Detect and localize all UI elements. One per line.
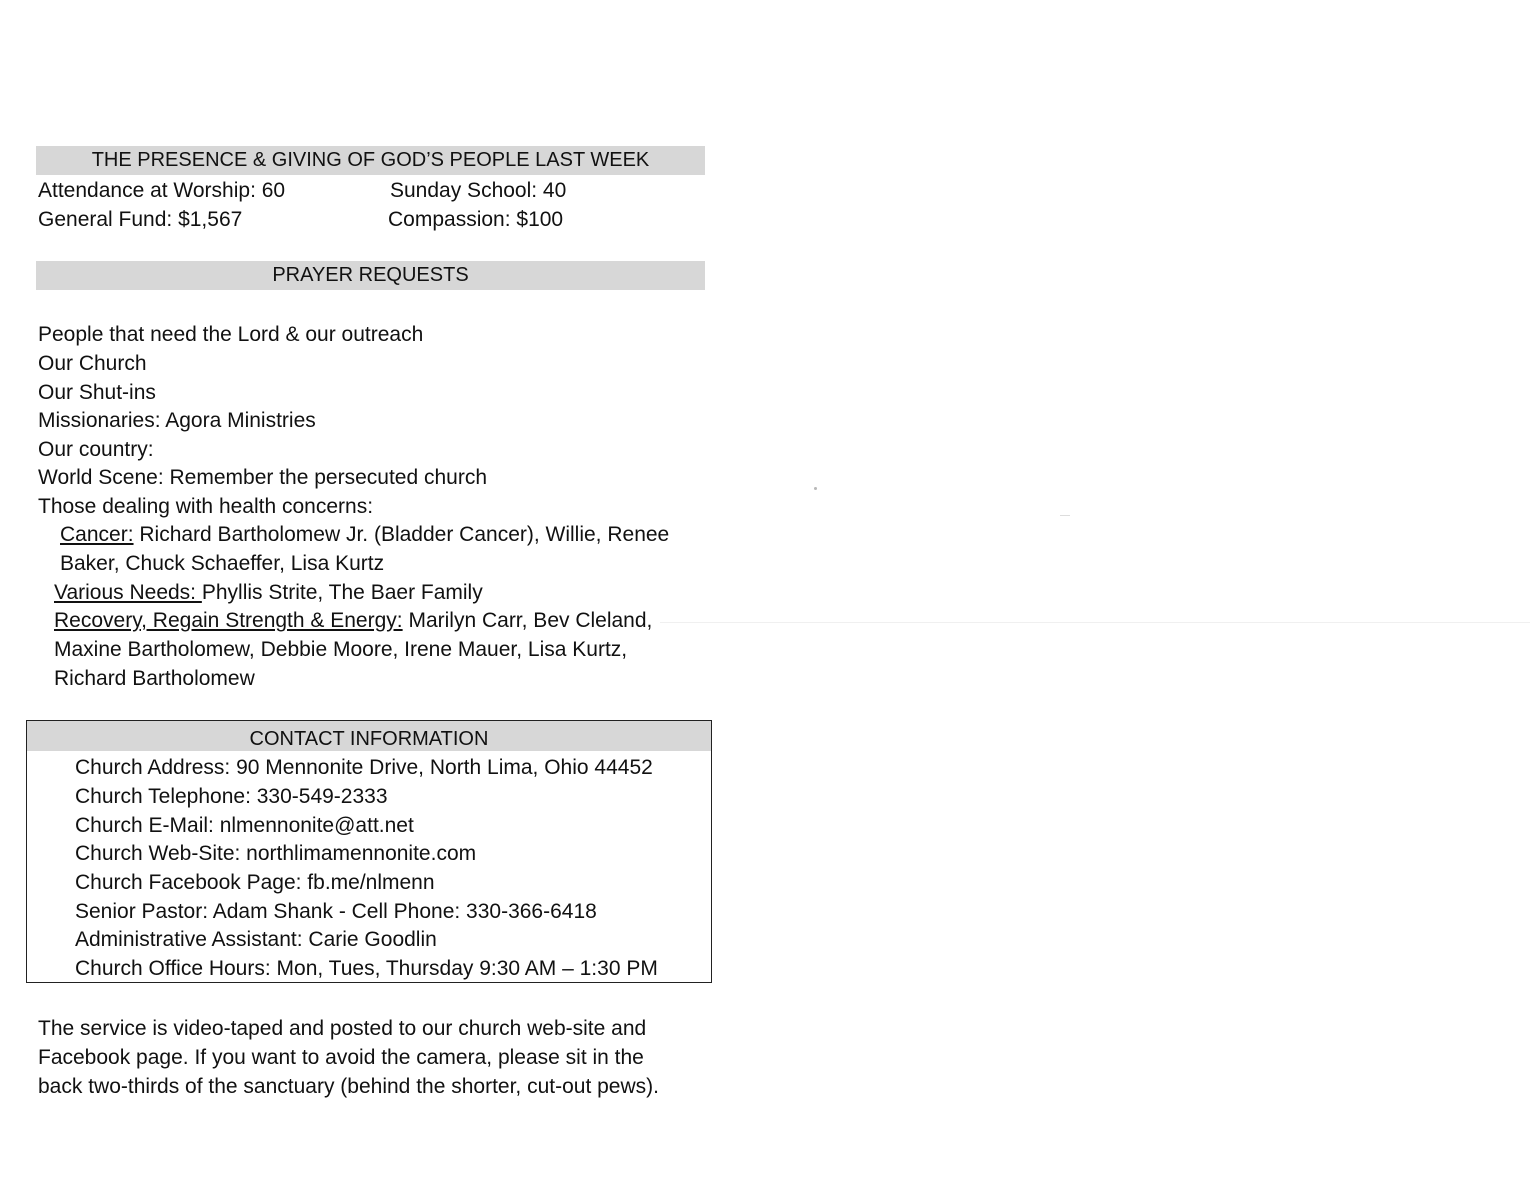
various-needs-names: Phyllis Strite, The Baer Family bbox=[201, 581, 483, 604]
prayer-item: Missionaries: Agora Ministries bbox=[38, 409, 316, 432]
video-notice-line: back two-thirds of the sanctuary (behind the shorter, cut-out pews). bbox=[38, 1075, 659, 1098]
recovery-label: Recovery, Regain Strength & Energy: bbox=[54, 609, 403, 632]
recovery-line bbox=[54, 606, 652, 635]
contact-heading: CONTACT INFORMATION bbox=[27, 721, 711, 751]
contact-telephone: Church Telephone: 330-549-2333 bbox=[75, 785, 388, 808]
contact-website: Church Web-Site: northlimamennonite.com bbox=[75, 842, 477, 865]
various-needs-line bbox=[54, 578, 483, 607]
prayer-item: Those dealing with health concerns: bbox=[38, 495, 374, 518]
compassion-text: Compassion: $100 bbox=[388, 208, 564, 231]
scan-line bbox=[660, 622, 1530, 623]
prayer-heading: PRAYER REQUESTS bbox=[36, 261, 705, 290]
cancer-line bbox=[60, 520, 669, 549]
various-needs-label: Various Needs: bbox=[54, 581, 202, 604]
scan-speck bbox=[1060, 515, 1070, 516]
prayer-item: Our Church bbox=[38, 352, 147, 375]
video-notice-line: The service is video-taped and posted to our church web-site and bbox=[38, 1017, 647, 1040]
prayer-item: People that need the Lord & our outreach bbox=[38, 323, 424, 346]
prayer-item: World Scene: Remember the persecuted church bbox=[38, 466, 487, 489]
cancer-label: Cancer: bbox=[60, 523, 134, 546]
contact-office-hours: Church Office Hours: Mon, Tues, Thursday 9:30 AM – 1:30 PM bbox=[75, 957, 658, 980]
recovery-names-continued: Richard Bartholomew bbox=[54, 667, 255, 690]
video-notice-line: Facebook page. If you want to avoid the camera, please sit in the bbox=[38, 1046, 644, 1069]
contact-pastor: Senior Pastor: Adam Shank - Cell Phone: 330-366-6418 bbox=[75, 900, 597, 923]
contact-facebook: Church Facebook Page: fb.me/nlmenn bbox=[75, 871, 435, 894]
attendance-text: Attendance at Worship: 60 bbox=[38, 179, 286, 202]
recovery-names: Marilyn Carr, Bev Cleland, bbox=[402, 609, 653, 632]
contact-email: Church E-Mail: nlmennonite@att.net bbox=[75, 814, 414, 837]
contact-assistant: Administrative Assistant: Carie Goodlin bbox=[75, 928, 437, 951]
prayer-item: Our Shut-ins bbox=[38, 381, 156, 404]
scan-speck bbox=[814, 487, 817, 490]
sunday-school-text: Sunday School: 40 bbox=[390, 179, 567, 202]
cancer-names: Richard Bartholomew Jr. (Bladder Cancer), Willie, Renee bbox=[133, 523, 670, 546]
contact-address: Church Address: 90 Mennonite Drive, North Lima, Ohio 44452 bbox=[75, 756, 653, 779]
giving-heading: THE PRESENCE & GIVING OF GOD’S PEOPLE LAST WEEK bbox=[36, 146, 705, 175]
cancer-names-continued: Baker, Chuck Schaeffer, Lisa Kurtz bbox=[60, 552, 385, 575]
contact-box bbox=[26, 720, 712, 983]
prayer-item: Our country: bbox=[38, 438, 154, 461]
general-fund-text: General Fund: $1,567 bbox=[38, 208, 243, 231]
recovery-names-continued: Maxine Bartholomew, Debbie Moore, Irene Mauer, Lisa Kurtz, bbox=[54, 638, 628, 661]
